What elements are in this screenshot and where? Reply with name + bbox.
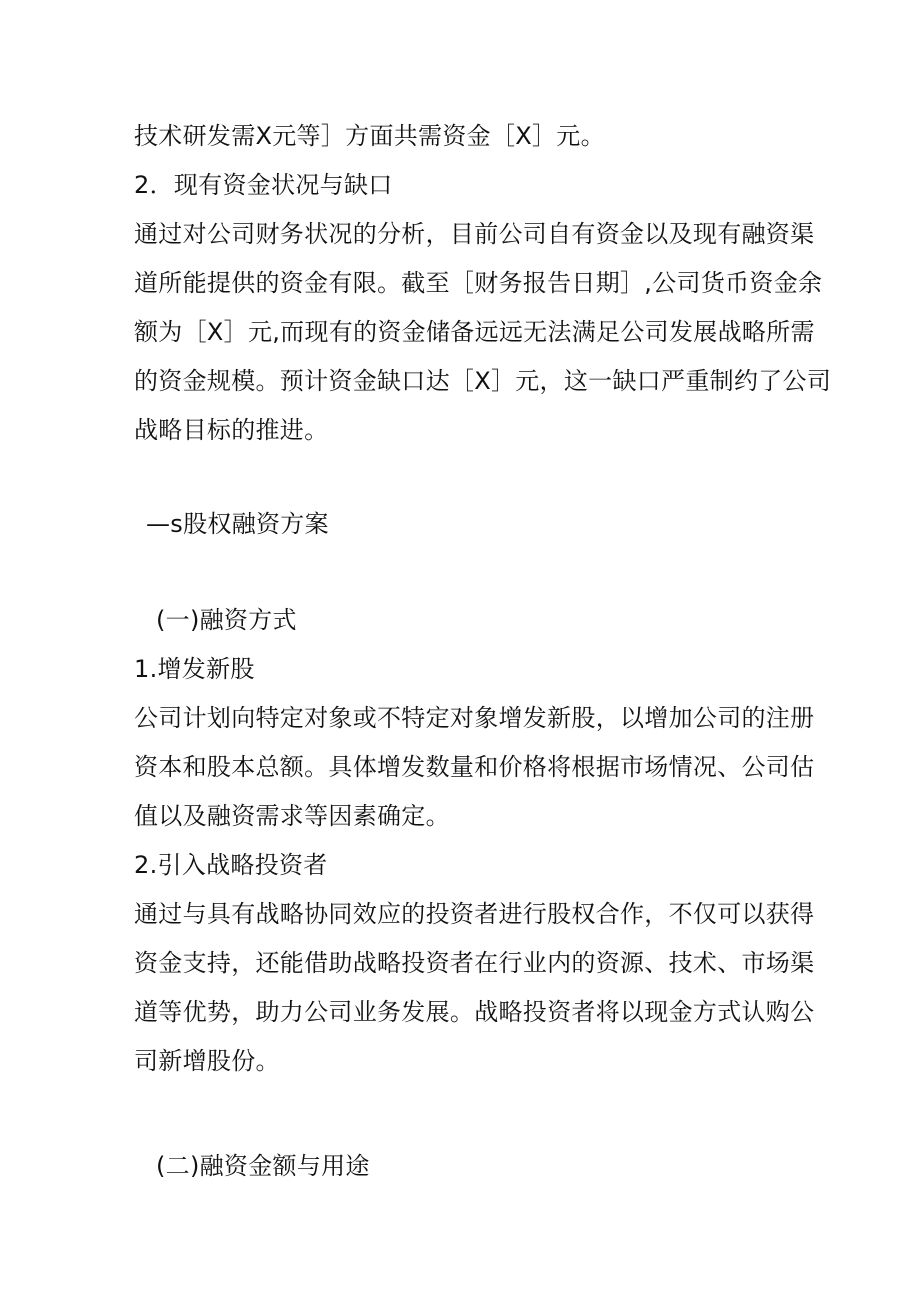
paragraph-line: 资金支持，还能借助战略投资者在行业内的资源、技术、市场渠: [134, 949, 815, 977]
subsection-heading: (二)融资金额与用途: [156, 1152, 370, 1180]
paragraph-line: 额为［X］元,而现有的资金储备远远无法满足公司发展战略所需: [134, 318, 815, 346]
paragraph-line: 值以及融资需求等因素确定。: [134, 802, 450, 830]
item-heading: 2.引入战略投资者: [134, 851, 328, 879]
subsection-heading: (一)融资方式: [156, 606, 297, 634]
paragraph-line: 资本和股本总额。具体增发数量和价格将根据市场情况、公司估: [134, 753, 815, 781]
paragraph-line: 道所能提供的资金有限。截至［财务报告日期］,公司货币资金余: [134, 269, 823, 297]
paragraph-line: 技术研发需X元等］方面共需资金［X］元。: [134, 122, 605, 150]
paragraph-line: 通过与具有战略协同效应的投资者进行股权合作，不仅可以获得: [134, 900, 815, 928]
paragraph-line: 道等优势，助力公司业务发展。战略投资者将以现金方式认购公: [134, 998, 815, 1026]
paragraph-line: 公司计划向特定对象或不特定对象增发新股，以增加公司的注册: [134, 704, 815, 732]
paragraph-line: 的资金规模。预计资金缺口达［X］元，这一缺口严重制约了公司: [134, 367, 832, 395]
paragraph-line: 通过对公司财务状况的分析，目前公司自有资金以及现有融资渠: [134, 220, 815, 248]
paragraph-line: 战略目标的推进。: [134, 416, 329, 444]
section-heading: —s股权融资方案: [146, 510, 329, 538]
item-heading: 1.增发新股: [134, 655, 255, 683]
paragraph-line: 司新增股份。: [134, 1047, 280, 1075]
subsection-heading: 2．现有资金状况与缺口: [134, 171, 393, 199]
